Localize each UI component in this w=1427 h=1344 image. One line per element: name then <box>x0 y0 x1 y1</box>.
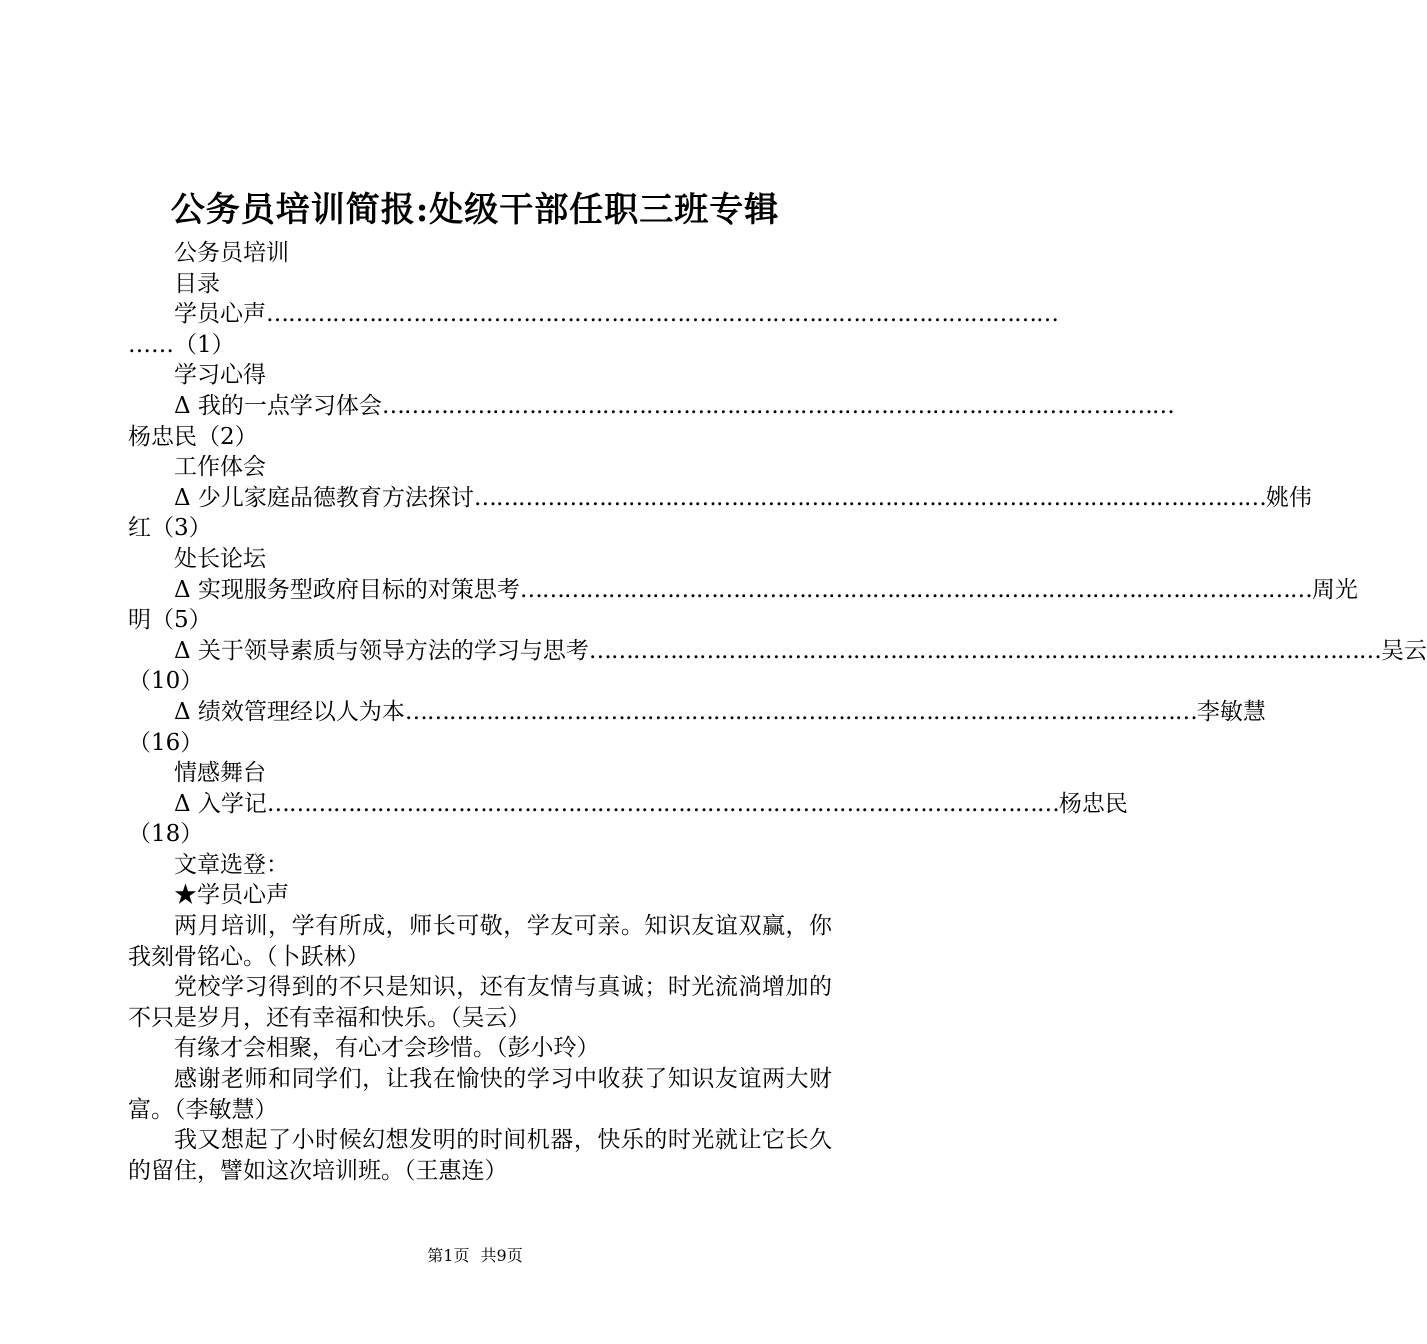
toc-entry-label: Δ 实现服务型政府目标的对策思考 <box>174 576 520 603</box>
toc-entry-page: （16） <box>128 729 204 756</box>
toc-entry-2 <box>128 391 1174 422</box>
toc-entry-page: （10） <box>128 668 204 695</box>
toc-entry-author: 杨忠民 <box>1058 790 1128 817</box>
toc-leader-dots: ……………………………………………………………………………………………… <box>381 392 1174 419</box>
body-paragraph: 党校学习得到的不只是知识，还有友情与真诚；时光流淌增加的不只是岁月，还有幸福和快乐。（吴云） <box>128 974 832 1031</box>
toc-leader-dots: ……………………………………………………………………………………………… <box>519 576 1312 603</box>
toc-entry-author: 吴云 <box>1380 637 1427 664</box>
toc-entry-page: 明（5） <box>128 607 212 634</box>
toc-entry-author: 周光 <box>1311 576 1358 603</box>
section-heading: ★学员心声 <box>174 882 289 909</box>
toc-leader-dots: ……………………………………………………………………………………………… <box>266 301 1058 328</box>
toc-entry-author: 姚伟 <box>1265 484 1312 511</box>
page-footer <box>0 1243 950 1266</box>
toc-entry-label: Δ 绩效管理经以人为本 <box>174 698 405 725</box>
toc-entry-label: Δ 关于领导素质与领导方法的学习与思考 <box>174 637 589 664</box>
toc-entry-page: ……（1） <box>128 331 235 358</box>
section-heading: 工作体会 <box>174 454 266 481</box>
document-body <box>128 238 1427 1186</box>
toc-entry-label: Δ 我的一点学习体会 <box>174 392 382 419</box>
toc-entry-label: 学员心声 <box>174 301 266 328</box>
toc-leader-dots: ……………………………………………………………………………………………… <box>266 790 1059 817</box>
toc-entry-4 <box>128 575 1358 606</box>
toc-entry-page: 杨忠民（2） <box>128 423 258 450</box>
toc-entry-label: Δ 入学记 <box>174 790 267 817</box>
section-heading: 情感舞台 <box>174 760 266 787</box>
line-header: 公务员培训 <box>174 240 289 266</box>
body-paragraph: 感谢老师和同学们，让我在愉快的学习中收获了知识友谊两大财富。（李敏慧） <box>128 1066 832 1123</box>
section-heading: 文章选登： <box>174 851 289 878</box>
toc-entry-7 <box>128 789 1128 820</box>
body-paragraph: 两月培训，学有所成，师长可敬，学友可亲。知识友谊双赢，你我刻骨铭心。（卜跃林） <box>128 913 832 970</box>
section-heading: 学习心得 <box>174 362 266 389</box>
toc-entry-page: 红（3） <box>128 515 212 542</box>
toc-entry-3 <box>128 483 1312 514</box>
toc-leader-dots: ……………………………………………………………………………………………… <box>473 484 1266 511</box>
line-toc-heading: 目录 <box>174 270 220 297</box>
toc-entry-1 <box>128 299 1058 330</box>
toc-entry-6 <box>128 697 1266 728</box>
toc-entry-page: （18） <box>128 821 204 848</box>
toc-leader-dots: ……………………………………………………………………………………………… <box>588 637 1381 664</box>
toc-entry-author: 李敏慧 <box>1196 698 1266 725</box>
toc-leader-dots: ……………………………………………………………………………………………… <box>404 698 1197 725</box>
page-number: 第1页 <box>427 1246 470 1265</box>
document-title: 公务员培训简报:处级干部任职三班专辑 <box>170 190 780 230</box>
body-paragraph: 有缘才会相聚，有心才会珍惜。（彭小玲） <box>174 1035 600 1062</box>
body-paragraph: 我又想起了小时候幻想发明的时间机器，快乐的时光就让它长久的留住，譬如这次培训班。（王惠连） <box>128 1127 832 1184</box>
section-heading: 处长论坛 <box>174 545 266 572</box>
toc-entry-5 <box>128 636 1427 667</box>
toc-entry-label: Δ 少儿家庭品德教育方法探讨 <box>174 484 474 511</box>
page-total: 共9页 <box>480 1246 523 1265</box>
